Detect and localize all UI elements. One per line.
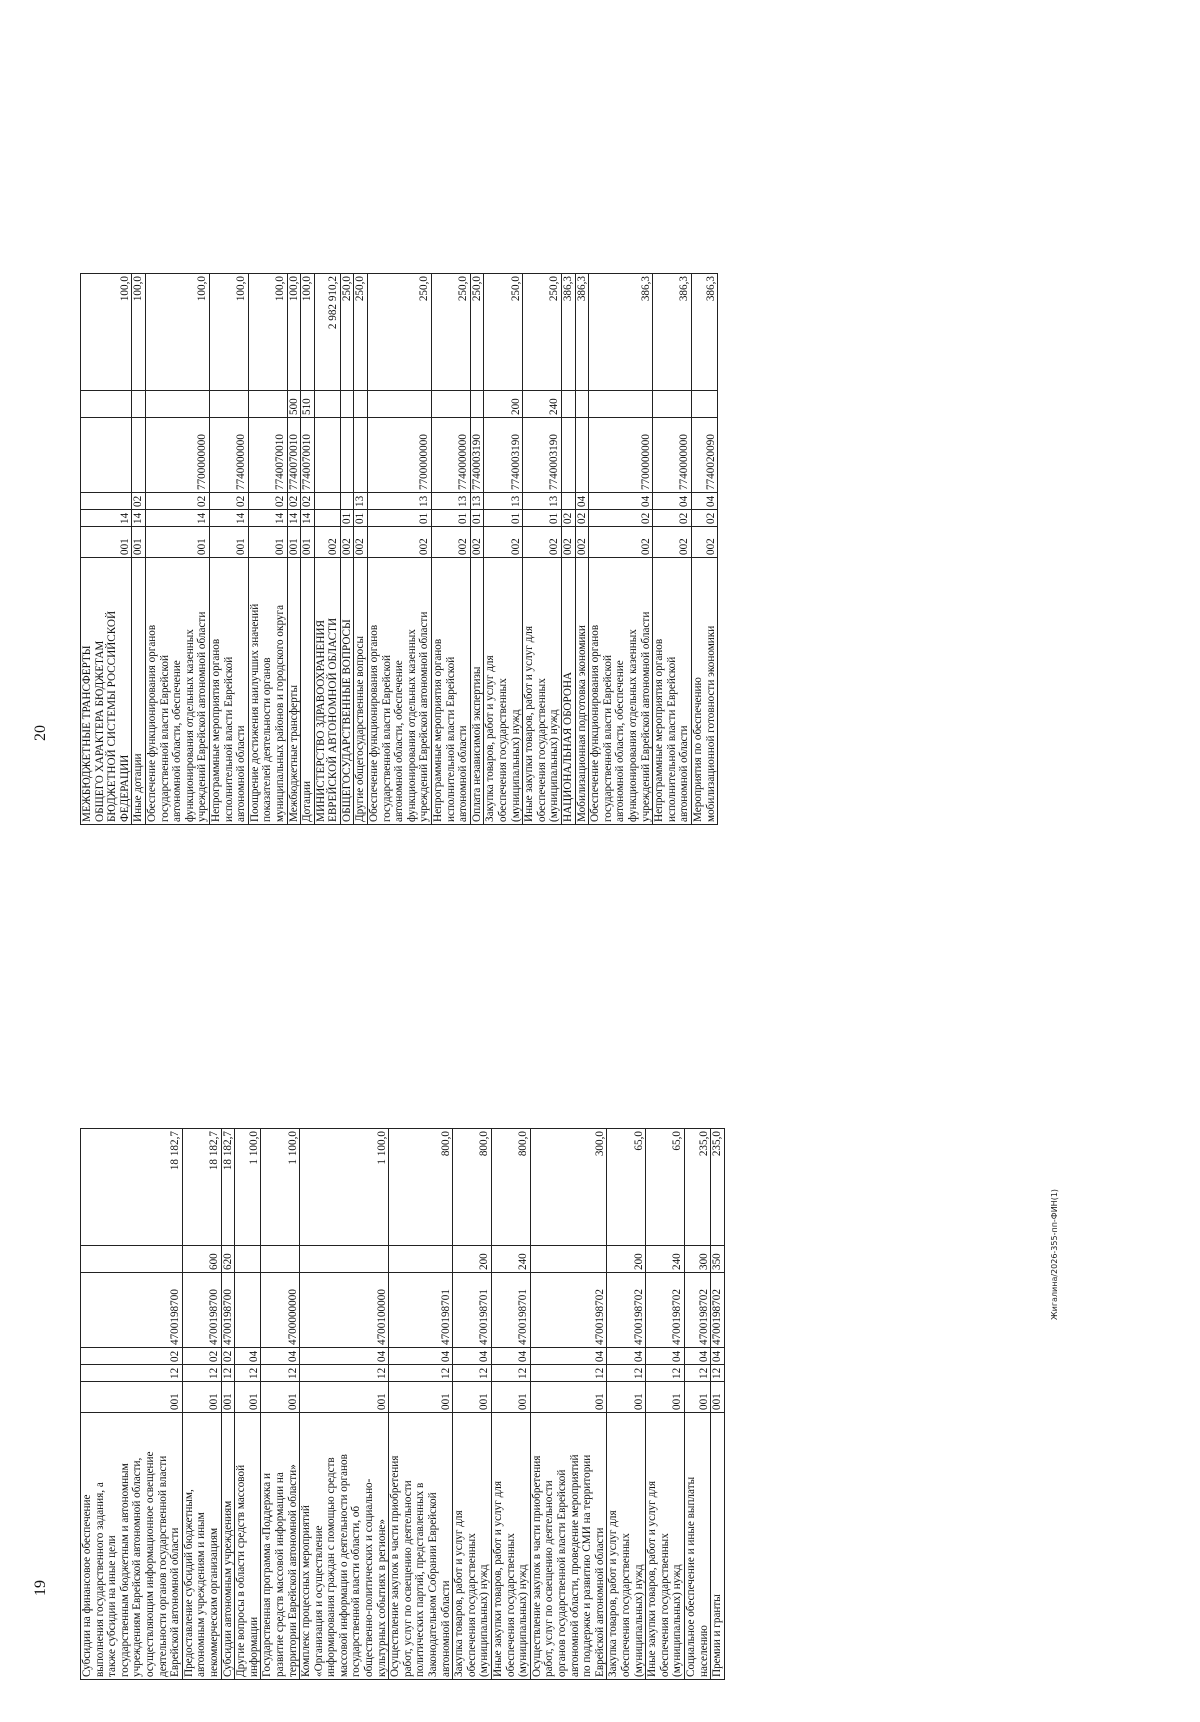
table-row <box>561 274 575 825</box>
table-row <box>221 1129 235 1680</box>
row-ministry-code: 002 <box>523 527 562 558</box>
row-target-code <box>81 418 132 493</box>
row-expense-type-code <box>261 1246 300 1273</box>
row-section-code: 12 <box>235 1365 261 1382</box>
page-number-left: 19 <box>32 1580 49 1596</box>
row-ministry-code: 002 <box>432 527 471 558</box>
row-name: Мероприятия по обеспечению мобилизационной готовности экономики <box>691 558 717 825</box>
row-amount: 100,0 <box>209 274 248 391</box>
row-section-code: 12 <box>389 1365 453 1382</box>
row-target-code: 7700000000 <box>368 418 432 493</box>
row-subsection-code: 04 <box>646 1348 685 1365</box>
row-expense-type-code: 600 <box>182 1246 221 1273</box>
row-amount: 1 100,0 <box>261 1129 300 1246</box>
row-amount: 65,0 <box>607 1129 646 1246</box>
row-section-code <box>314 510 340 527</box>
row-subsection-code: 02 <box>301 493 315 510</box>
row-section-code: 12 <box>607 1365 646 1382</box>
row-name: Премии и гранты <box>711 1413 725 1680</box>
row-expense-type-code <box>653 391 692 418</box>
row-name: Предоставление субсидий бюджетным, автономным учреждениям и иным некоммерческим организациям <box>182 1413 221 1680</box>
row-target-code: 7740070010 <box>287 418 301 493</box>
row-target-code: 4700198701 <box>389 1273 453 1348</box>
budget-table-right <box>80 273 718 825</box>
row-section-code: 01 <box>368 510 432 527</box>
row-target-code: 4700198700 <box>221 1273 235 1348</box>
row-expense-type-code <box>691 391 717 418</box>
row-expense-type-code <box>235 1246 261 1273</box>
row-name: ОБЩЕГОСУДАРСТВЕННЫЕ ВОПРОСЫ <box>340 558 354 825</box>
budget-table-left <box>80 1128 725 1680</box>
row-name: НАЦИОНАЛЬНАЯ ОБОРОНА <box>561 558 575 825</box>
row-expense-type-code <box>432 391 471 418</box>
row-target-code: 7740000000 <box>653 418 692 493</box>
row-ministry-code: 002 <box>561 527 575 558</box>
row-amount: 250,0 <box>432 274 471 391</box>
row-section-code: 02 <box>691 510 717 527</box>
row-ministry-code: 001 <box>221 1382 235 1413</box>
table-row <box>368 274 432 825</box>
row-target-code: 4700198701 <box>453 1273 492 1348</box>
row-expense-type-code: 510 <box>301 391 315 418</box>
row-name: Обеспечение функционирования органов государственной власти Еврейской автономной области, обеспечение функционирования отдельных казенных учреждений Еврейской автономной области <box>368 558 432 825</box>
row-section-code: 14 <box>132 510 146 527</box>
table-row <box>145 274 209 825</box>
row-section-code: 14 <box>209 510 248 527</box>
row-amount: 386,3 <box>575 274 589 391</box>
table-row <box>523 274 562 825</box>
row-name: Государственная программа «Поддержка и развитие средств массовой информации на территории Еврейской автономной области» <box>261 1413 300 1680</box>
row-subsection-code: 02 <box>182 1348 221 1365</box>
row-expense-type-code <box>530 1246 607 1273</box>
row-subsection-code <box>340 493 354 510</box>
row-section-code: 01 <box>484 510 523 527</box>
row-name: Непрограммные мероприятия органов исполнительной власти Еврейской автономной области <box>653 558 692 825</box>
row-subsection-code <box>81 493 132 510</box>
row-name: Непрограммные мероприятия органов исполнительной власти Еврейской автономной области <box>209 558 248 825</box>
row-name: Иные дотации <box>132 558 146 825</box>
table-row <box>530 1129 607 1680</box>
table-row <box>300 1129 389 1680</box>
row-subsection-code: 13 <box>484 493 523 510</box>
row-subsection-code: 04 <box>261 1348 300 1365</box>
row-subsection-code: 04 <box>653 493 692 510</box>
table-row <box>653 274 692 825</box>
row-expense-type-code <box>470 391 484 418</box>
row-subsection-code: 02 <box>132 493 146 510</box>
row-target-code: 4700100000 <box>300 1273 389 1348</box>
row-ministry-code: 001 <box>389 1382 453 1413</box>
table-row <box>261 1129 300 1680</box>
table-row <box>453 1129 492 1680</box>
table-row <box>607 1129 646 1680</box>
row-amount: 1 100,0 <box>235 1129 261 1246</box>
row-subsection-code <box>314 493 340 510</box>
row-section-code: 01 <box>432 510 471 527</box>
row-name: МИНИСТЕРСТВО ЗДРАВООХРАНЕНИЯ ЕВРЕЙСКОЙ АВТОНОМНОЙ ОБЛАСТИ <box>314 558 340 825</box>
row-subsection-code: 13 <box>432 493 471 510</box>
row-name: Поощрение достижения наилучших значений показателей деятельности органов муниципальных районов и городского округа <box>248 558 287 825</box>
row-subsection-code: 02 <box>287 493 301 510</box>
row-section-code: 12 <box>221 1365 235 1382</box>
row-target-code: 4700198700 <box>182 1273 221 1348</box>
row-target-code: 7740003190 <box>470 418 484 493</box>
table-row <box>209 274 248 825</box>
table-row <box>182 1129 221 1680</box>
row-name: Обеспечение функционирования органов государственной власти Еврейской автономной области, обеспечение функционирования отдельных казенных учреждений Еврейской автономной области <box>145 558 209 825</box>
row-target-code: 4700198702 <box>711 1273 725 1348</box>
row-target-code: 4700198702 <box>530 1273 607 1348</box>
row-amount: 100,0 <box>132 274 146 391</box>
table-row <box>492 1129 531 1680</box>
budget-table-left-body <box>81 1129 725 1680</box>
row-target-code <box>235 1273 261 1348</box>
table-row <box>646 1129 685 1680</box>
row-name: Субсидии автономным учреждениям <box>221 1413 235 1680</box>
row-amount: 100,0 <box>287 274 301 391</box>
row-section-code: 01 <box>354 510 368 527</box>
row-ministry-code: 001 <box>287 527 301 558</box>
row-ministry-code: 001 <box>132 527 146 558</box>
row-section-code: 01 <box>470 510 484 527</box>
table-row <box>684 1129 710 1680</box>
row-name: Комплекс процессных мероприятий «Организация и осуществление информирования граждан с помощью средств массовой информации о деятельности органов государственной власти области, об общественно-политических и социально- культурных событиях в регионе» <box>300 1413 389 1680</box>
footer-left: Жигалина/2026-355-пп-ФИН(1) <box>1050 1188 1059 1320</box>
row-target-code: 4700000000 <box>261 1273 300 1348</box>
row-name: Субсидии на финансовое обеспечение выполнения государственного задания, а также субсидии на иные цели государственным бюджетным и автономным учреждениям Еврейской автономной области, осуществляющим информационное освещение деятельности органов государственной власти Еврейской автономной области <box>81 1413 183 1680</box>
row-target-code: 7740070010 <box>301 418 315 493</box>
row-subsection-code: 04 <box>300 1348 389 1365</box>
row-subsection-code: 04 <box>691 493 717 510</box>
row-amount: 250,0 <box>354 274 368 391</box>
row-amount: 18 182,7 <box>221 1129 235 1246</box>
row-ministry-code: 001 <box>182 1382 221 1413</box>
table-row <box>432 274 471 825</box>
row-ministry-code: 001 <box>209 527 248 558</box>
row-expense-type-code <box>248 391 287 418</box>
row-section-code: 02 <box>589 510 653 527</box>
row-name: Мобилизационная подготовка экономики <box>575 558 589 825</box>
row-ministry-code: 001 <box>684 1382 710 1413</box>
row-subsection-code: 04 <box>492 1348 531 1365</box>
row-expense-type-code: 240 <box>492 1246 531 1273</box>
row-expense-type-code: 500 <box>287 391 301 418</box>
table-row <box>711 1129 725 1680</box>
row-ministry-code: 001 <box>607 1382 646 1413</box>
row-ministry-code: 001 <box>300 1382 389 1413</box>
row-ministry-code: 002 <box>470 527 484 558</box>
row-amount: 250,0 <box>368 274 432 391</box>
row-subsection-code: 04 <box>235 1348 261 1365</box>
row-expense-type-code <box>561 391 575 418</box>
row-subsection-code: 02 <box>221 1348 235 1365</box>
row-section-code: 01 <box>523 510 562 527</box>
table-row <box>470 274 484 825</box>
row-expense-type-code: 300 <box>684 1246 710 1273</box>
row-expense-type-code: 240 <box>646 1246 685 1273</box>
row-target-code: 7740020090 <box>691 418 717 493</box>
row-name: Обеспечение функционирования органов государственной власти Еврейской автономной области, обеспечение функционирования отдельных казенных учреждений Еврейской автономной области <box>589 558 653 825</box>
row-subsection-code: 02 <box>81 1348 183 1365</box>
row-expense-type-code <box>300 1246 389 1273</box>
row-ministry-code: 002 <box>589 527 653 558</box>
row-target-code: 7740003190 <box>523 418 562 493</box>
row-ministry-code: 001 <box>711 1382 725 1413</box>
row-ministry-code: 001 <box>248 527 287 558</box>
row-ministry-code: 002 <box>340 527 354 558</box>
row-amount: 2 982 910,2 <box>314 274 340 391</box>
row-section-code: 12 <box>453 1365 492 1382</box>
row-ministry-code: 001 <box>261 1382 300 1413</box>
row-name: Дотации <box>301 558 315 825</box>
row-subsection-code: 13 <box>368 493 432 510</box>
row-target-code <box>314 418 340 493</box>
table-row <box>484 274 523 825</box>
row-amount: 100,0 <box>248 274 287 391</box>
row-target-code <box>561 418 575 493</box>
row-amount: 386,3 <box>561 274 575 391</box>
row-expense-type-code: 620 <box>221 1246 235 1273</box>
row-subsection-code: 13 <box>470 493 484 510</box>
table-row <box>575 274 589 825</box>
row-ministry-code: 002 <box>354 527 368 558</box>
row-expense-type-code: 350 <box>711 1246 725 1273</box>
row-section-code: 02 <box>575 510 589 527</box>
table-row <box>301 274 315 825</box>
table-row <box>589 274 653 825</box>
row-section-code: 12 <box>182 1365 221 1382</box>
row-amount: 100,0 <box>81 274 132 391</box>
row-amount: 250,0 <box>484 274 523 391</box>
row-target-code: 7740000000 <box>432 418 471 493</box>
row-section-code: 12 <box>492 1365 531 1382</box>
row-ministry-code: 001 <box>301 527 315 558</box>
row-amount: 250,0 <box>523 274 562 391</box>
row-section-code: 12 <box>530 1365 607 1382</box>
table-row <box>235 1129 261 1680</box>
row-subsection-code: 13 <box>354 493 368 510</box>
row-target-code <box>132 418 146 493</box>
row-expense-type-code <box>354 391 368 418</box>
row-amount: 386,3 <box>691 274 717 391</box>
row-expense-type-code <box>145 391 209 418</box>
row-expense-type-code: 240 <box>523 391 562 418</box>
table-row <box>389 1129 453 1680</box>
table-row <box>691 274 717 825</box>
row-target-code: 7740070010 <box>248 418 287 493</box>
row-target-code: 7740000000 <box>209 418 248 493</box>
row-target-code: 7740003190 <box>484 418 523 493</box>
row-name: Закупка товаров, работ и услуг для обеспечения государственных (муниципальных) нужд <box>453 1413 492 1680</box>
table-row <box>81 1129 183 1680</box>
row-name: Межбюджетные трансферты <box>287 558 301 825</box>
row-name: МЕЖБЮДЖЕТНЫЕ ТРАНСФЕРТЫ ОБЩЕГО ХАРАКТЕРА БЮДЖЕТАМ БЮДЖЕТНОЙ СИСТЕМЫ РОССИЙСКОЙ ФЕДЕРАЦИИ <box>81 558 132 825</box>
row-section-code: 12 <box>646 1365 685 1382</box>
row-ministry-code: 002 <box>691 527 717 558</box>
table-row <box>132 274 146 825</box>
row-amount: 386,3 <box>653 274 692 391</box>
row-subsection-code: 04 <box>607 1348 646 1365</box>
row-target-code: 4700198700 <box>81 1273 183 1348</box>
row-amount: 250,0 <box>340 274 354 391</box>
table-row <box>314 274 340 825</box>
row-amount: 235,0 <box>711 1129 725 1246</box>
row-section-code: 12 <box>81 1365 183 1382</box>
row-subsection-code: 04 <box>575 493 589 510</box>
row-expense-type-code <box>575 391 589 418</box>
row-section-code: 02 <box>653 510 692 527</box>
row-expense-type-code: 200 <box>607 1246 646 1273</box>
row-expense-type-code <box>314 391 340 418</box>
row-amount: 386,3 <box>589 274 653 391</box>
row-amount: 235,0 <box>684 1129 710 1246</box>
row-name: Социальное обеспечение и иные выплаты населению <box>684 1413 710 1680</box>
row-name: Осуществление закупок в части приобретения работ, услуг по освещению деятельности органов государственной власти Еврейской автономной области, проведение мероприятий по поддержке и развитию СМИ на территории Еврейской автономной области <box>530 1413 607 1680</box>
row-ministry-code: 002 <box>575 527 589 558</box>
row-ministry-code: 002 <box>653 527 692 558</box>
row-section-code: 12 <box>300 1365 389 1382</box>
row-subsection-code: 02 <box>145 493 209 510</box>
row-section-code: 02 <box>561 510 575 527</box>
row-amount: 1 100,0 <box>300 1129 389 1246</box>
row-section-code: 14 <box>248 510 287 527</box>
row-section-code: 14 <box>301 510 315 527</box>
row-expense-type-code: 200 <box>484 391 523 418</box>
row-expense-type-code <box>389 1246 453 1273</box>
row-section-code: 12 <box>684 1365 710 1382</box>
row-name: Другие общегосударственные вопросы <box>354 558 368 825</box>
row-subsection-code: 04 <box>530 1348 607 1365</box>
row-expense-type-code <box>340 391 354 418</box>
row-ministry-code: 002 <box>314 527 340 558</box>
row-section-code: 14 <box>81 510 132 527</box>
row-name: Иные закупки товаров, работ и услуг для обеспечения государственных (муниципальных) нужд <box>492 1413 531 1680</box>
row-ministry-code: 001 <box>453 1382 492 1413</box>
row-target-code: 4700198701 <box>492 1273 531 1348</box>
row-name: Закупка товаров, работ и услуг для обеспечения государственных (муниципальных) нужд <box>607 1413 646 1680</box>
row-ministry-code: 001 <box>646 1382 685 1413</box>
row-expense-type-code: 200 <box>453 1246 492 1273</box>
row-ministry-code: 001 <box>81 527 132 558</box>
table-row <box>354 274 368 825</box>
row-amount: 18 182,7 <box>182 1129 221 1246</box>
table-row <box>340 274 354 825</box>
row-target-code <box>575 418 589 493</box>
table-row <box>248 274 287 825</box>
row-subsection-code <box>561 493 575 510</box>
row-amount: 100,0 <box>145 274 209 391</box>
row-target-code <box>340 418 354 493</box>
row-subsection-code: 04 <box>711 1348 725 1365</box>
row-subsection-code: 02 <box>248 493 287 510</box>
row-section-code: 14 <box>287 510 301 527</box>
row-name: Непрограммные мероприятия органов исполнительной власти Еврейской автономной области <box>432 558 471 825</box>
budget-table-right-body <box>81 274 718 825</box>
table-row <box>287 274 301 825</box>
row-subsection-code: 02 <box>209 493 248 510</box>
table-row <box>81 274 132 825</box>
row-amount: 18 182,7 <box>81 1129 183 1246</box>
row-amount: 300,0 <box>530 1129 607 1246</box>
row-ministry-code: 001 <box>530 1382 607 1413</box>
row-ministry-code: 001 <box>145 527 209 558</box>
row-ministry-code: 001 <box>235 1382 261 1413</box>
row-amount: 100,0 <box>301 274 315 391</box>
row-name: Осуществление закупок в части приобретения работ, услуг по освещению деятельности политических партий, представленных в Законодательном Собрании Еврейской автономной области <box>389 1413 453 1680</box>
row-amount: 65,0 <box>646 1129 685 1246</box>
row-name: Закупка товаров, работ и услуг для обеспечения государственных (муниципальных) нужд <box>484 558 523 825</box>
row-subsection-code: 13 <box>523 493 562 510</box>
row-expense-type-code <box>209 391 248 418</box>
row-subsection-code: 04 <box>589 493 653 510</box>
row-name: Иные закупки товаров, работ и услуг для обеспечения государственных (муниципальных) нужд <box>523 558 562 825</box>
row-expense-type-code <box>81 1246 183 1273</box>
row-target-code: 4700198702 <box>684 1273 710 1348</box>
row-subsection-code: 04 <box>684 1348 710 1365</box>
row-target-code <box>354 418 368 493</box>
row-target-code: 4700198702 <box>607 1273 646 1348</box>
row-section-code: 01 <box>340 510 354 527</box>
row-amount: 800,0 <box>453 1129 492 1246</box>
row-amount: 800,0 <box>492 1129 531 1246</box>
row-section-code: 12 <box>261 1365 300 1382</box>
row-amount: 250,0 <box>470 274 484 391</box>
row-amount: 800,0 <box>389 1129 453 1246</box>
row-ministry-code: 002 <box>368 527 432 558</box>
row-target-code: 7700000000 <box>589 418 653 493</box>
row-name: Другие вопросы в области средств массовой информации <box>235 1413 261 1680</box>
row-section-code: 14 <box>145 510 209 527</box>
row-ministry-code: 001 <box>81 1382 183 1413</box>
row-section-code: 12 <box>711 1365 725 1382</box>
row-target-code: 7700000000 <box>145 418 209 493</box>
row-subsection-code: 04 <box>453 1348 492 1365</box>
rotated-spread <box>32 40 1120 1680</box>
row-name: Иные закупки товаров, работ и услуг для обеспечения государственных (муниципальных) нужд <box>646 1413 685 1680</box>
row-expense-type-code <box>368 391 432 418</box>
row-expense-type-code <box>589 391 653 418</box>
page-number-right: 20 <box>32 725 49 741</box>
row-subsection-code: 04 <box>389 1348 453 1365</box>
row-expense-type-code <box>132 391 146 418</box>
row-ministry-code: 002 <box>484 527 523 558</box>
row-name: Оплата независимой экспертизы <box>470 558 484 825</box>
row-expense-type-code <box>81 391 132 418</box>
row-target-code: 4700198702 <box>646 1273 685 1348</box>
row-ministry-code: 001 <box>492 1382 531 1413</box>
